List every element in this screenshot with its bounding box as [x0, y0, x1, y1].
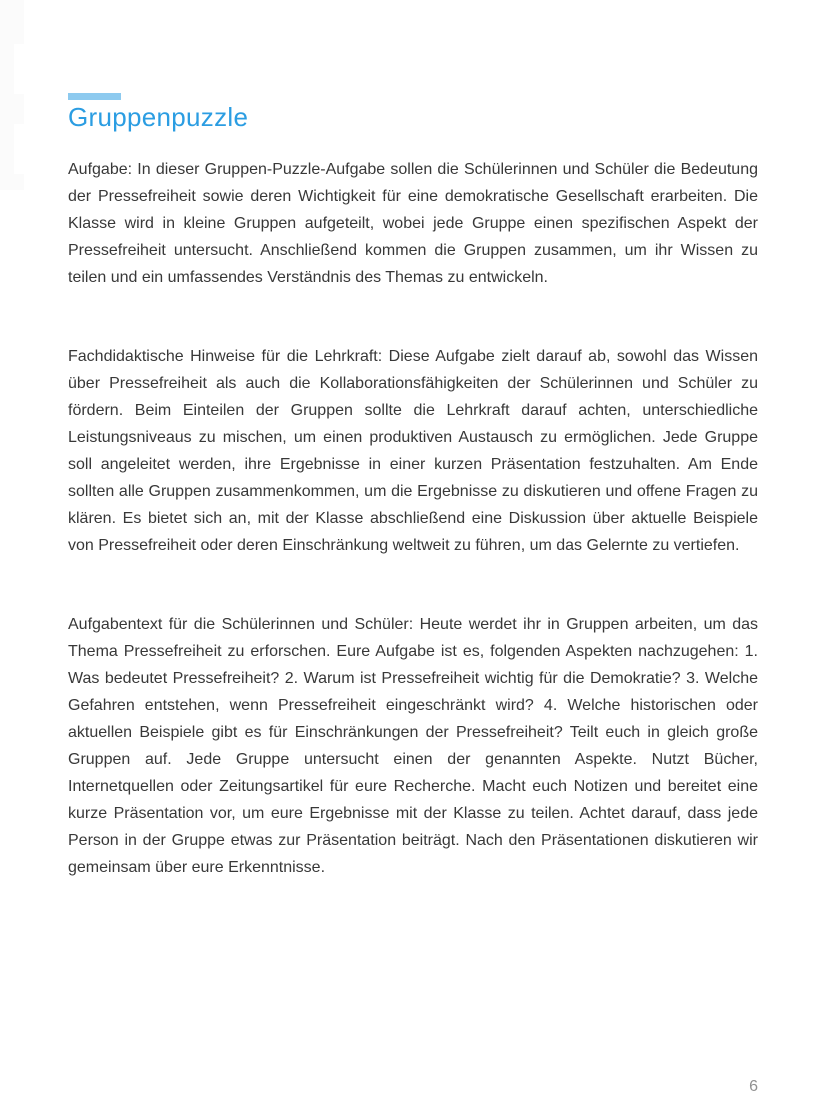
- paragraph-teacher-notes: Fachdidaktische Hinweise für die Lehrkraft: Diese Aufgabe zielt darauf ab, sowohl das Wissen über Pressefreiheit als auch die Kollaborationsfähigkeiten der Schülerinnen und Schüler zu fördern. Beim Einteilen der Gruppen sollte die Lehrkraft darauf achten, unterschiedliche Leistungsniveaus zu mischen, um einen produktiven Austausch zu ermöglichen. Jede Gruppe soll angeleitet werden, ihre Ergebnisse in einer kurzen Präsentation festzuhalten. Am Ende sollten alle Gruppen zusammenkommen, um die Ergebnisse zu diskutieren und offene Fragen zu klären. Es bietet sich an, mit der Klasse abschließend eine Diskussion über aktuelle Beispiele von Pressefreiheit oder deren Einschränkung weltweit zu führen, um das Gelernte zu vertiefen.: [68, 348, 758, 554]
- paragraph-student-task: Aufgabentext für die Schülerinnen und Schüler: Heute werdet ihr in Gruppen arbeiten, um das Thema Pressefreiheit zu erforschen. Eure Aufgabe ist es, folgenden Aspekten nachzugehen: 1. Was bedeutet Pressefreiheit? 2. Warum ist Pressefreiheit wichtig für die Demokratie? 3. Welche Gefahren entstehen, wenn Pressefreiheit eingeschränkt wird? 4. Welche historischen oder aktuellen Beispiele gibt es für Einschränkungen der Pressefreiheit? Teilt euch in gleich große Gruppen auf. Jede Gruppe untersucht einen der genannten Aspekte. Nutzt Bücher, Internetquellen oder Zeitungsartikel für eure Recherche. Macht euch Notizen und bereitet eine kurze Präsentation vor, um eure Ergebnisse mit der Klasse zu teilen. Achtet darauf, dass jede Person in der Gruppe etwas zur Präsentation beiträgt. Nach den Präsentationen diskutieren wir gemeinsam über eure Erkenntnisse.: [68, 616, 758, 876]
- heading-accent-bar: [68, 93, 121, 100]
- page-title: Gruppenpuzzle: [68, 102, 249, 132]
- page-corner-artifact: [0, 0, 24, 190]
- document-body: [68, 156, 758, 933]
- paragraph-task-description: Aufgabe: In dieser Gruppen-Puzzle-Aufgabe sollen die Schülerinnen und Schüler die Bedeutung der Pressefreiheit sowie deren Wichtigkeit für eine demokratische Gesellschaft erarbeiten. Die Klasse wird in kleine Gruppen aufgeteilt, wobei jede Gruppe einen spezifischen Aspekt der Pressefreiheit untersucht. Anschließend kommen die Gruppen zusammen, um ihr Wissen zu teilen und ein umfassendes Verständnis des Themas zu entwickeln.: [68, 161, 758, 286]
- page-number: 6: [749, 1078, 758, 1095]
